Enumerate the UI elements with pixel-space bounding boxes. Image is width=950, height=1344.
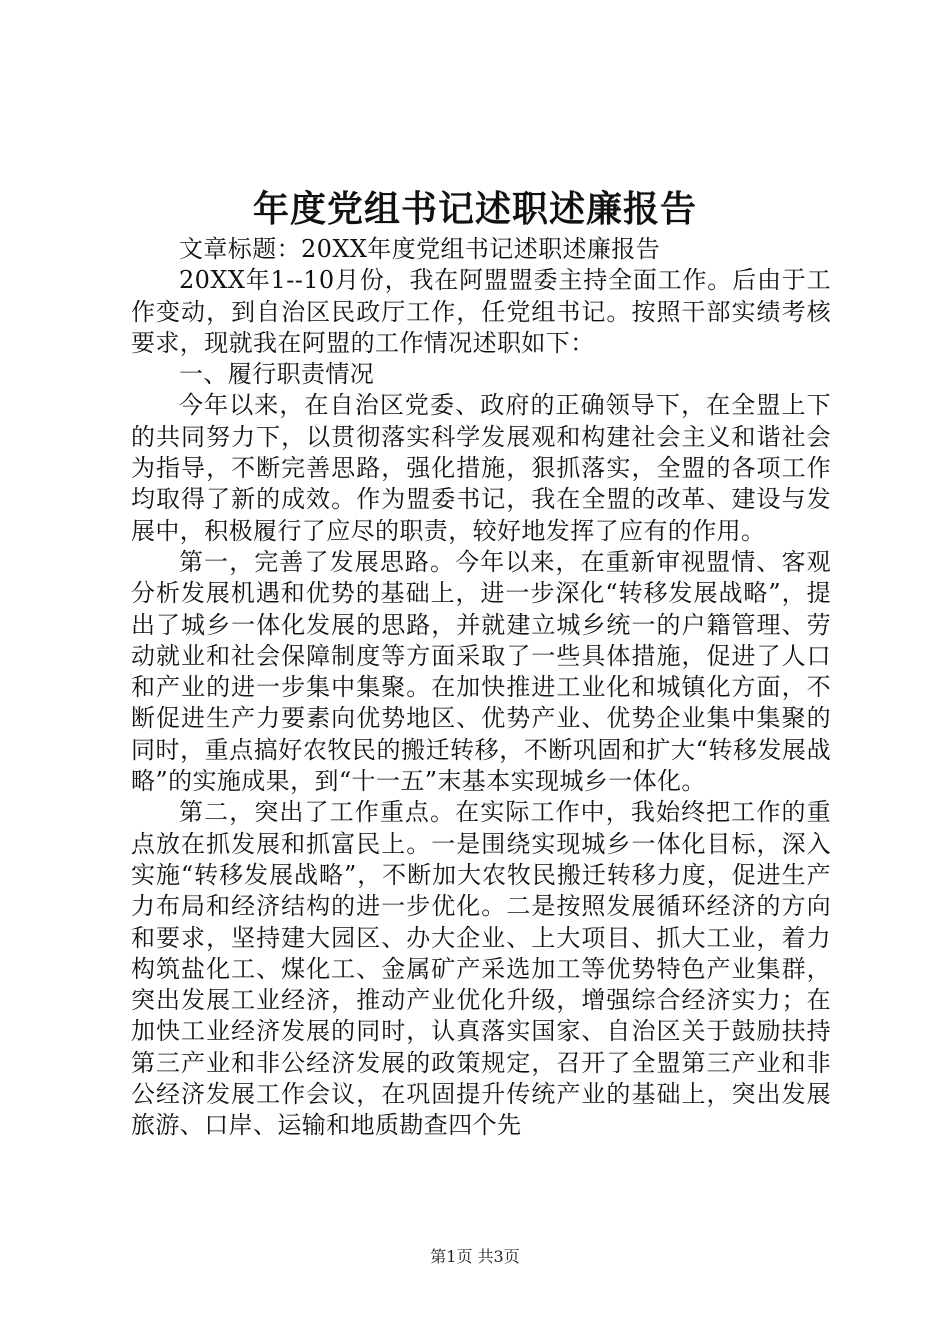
document-body — [131, 234, 831, 1142]
body-paragraph: 第二，突出了工作重点。在实际工作中，我始终把工作的重点放在抓发展和抓富民上。一是围绕实现城乡一体化目标，深入实施“转移发展战略”，不断加大农牧民搬迁转移力度，促进生产力布局和经济结构的进一步优化。二是按照发展循环经济的方向和要求，坚持建大园区、办大企业、上大项目、抓大工业，着力构筑盐化工、煤化工、金属矿产采选加工等优势特色产业集群，突出发展工业经济，推动产业优化升级，增强综合经济实力；在加快工业经济发展的同时，认真落实国家、自治区关于鼓励扶持第三产业和非公经济发展的政策规定，召开了全盟第三产业和非公经济发展工作会议，在巩固提升传统产业的基础上，突出发展旅游、口岸、运输和地质勘查四个先 — [131, 798, 831, 1140]
article-title-line: 文章标题：20XX年度党组书记述职述廉报告 — [179, 235, 661, 263]
body-paragraph: 第一，完善了发展思路。今年以来，在重新审视盟情、客观分析发展机遇和优势的基础上，进一步深化“转移发展战略”，提出了城乡一体化发展的思路，并就建立城乡统一的户籍管理、劳动就业和社会保障制度等方面采取了一些具体措施，促进了人口和产业的进一步集中集聚。在加快推进工业化和城镇化方面，不断促进生产力要素向优势地区、优势产业、优势企业集中集聚的同时，重点搞好农牧民的搬迁转移，不断巩固和扩大“转移发展战略”的实施成果，到“十一五”末基本实现城乡一体化。 — [131, 547, 831, 796]
intro-paragraph: 20XX年1--10月份，我在阿盟盟委主持全面工作。后由于工作变动，到自治区民政厅工作，任党组书记。按照干部实绩考核要求，现就我在阿盟的工作情况述职如下： — [131, 266, 831, 357]
page-footer: 第1页 共3页 — [430, 1247, 520, 1266]
document-title: 年度党组书记述职述廉报告 — [252, 188, 697, 230]
body-paragraph: 今年以来，在自治区党委、政府的正确领导下，在全盟上下的共同努力下，以贯彻落实科学发展观和构建社会主义和谐社会为指导，不断完善思路，强化措施，狠抓落实，全盟的各项工作均取得了新的成效。作为盟委书记，我在全盟的改革、建设与发展中，积极履行了应尽的职责，较好地发挥了应有的作用。 — [131, 391, 831, 545]
section-heading: 一、履行职责情况 — [179, 360, 375, 389]
